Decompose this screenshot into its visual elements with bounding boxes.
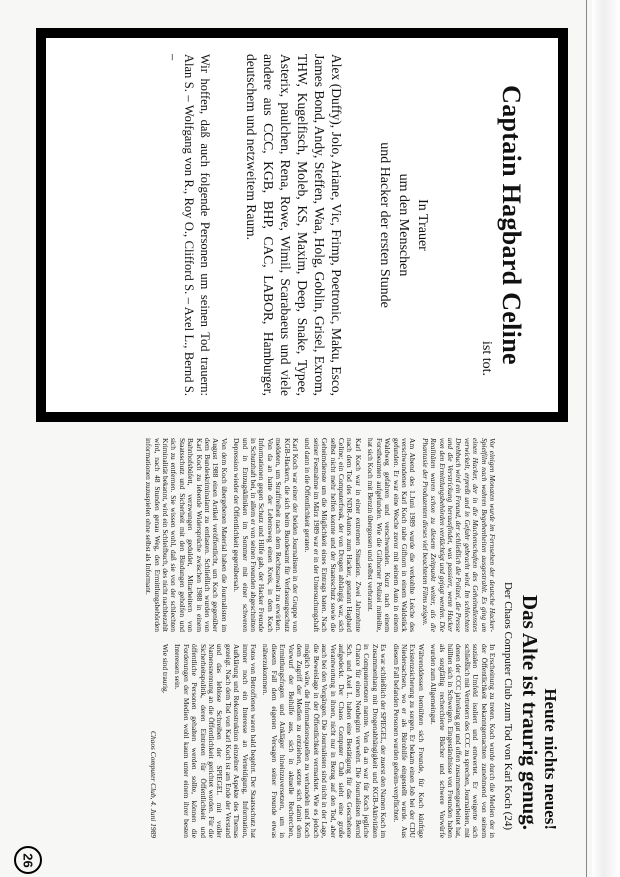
article-headline-secondary: Das Alte ist traurig genug. [518,594,542,830]
page-fold-line [586,0,587,877]
memorial-hope-statement: Wir hoffen, daß auch folgende Personen um seinen Tod trauern: Alan S. – Wolfgang von R., Roy O., Clifford S. – Axel L., Bernd S. – [166,54,212,396]
memorial-title: Captain Hagbard Celine [497,85,526,365]
mourning-line: In Trauer [415,199,430,251]
article-body-columns [56,438,496,838]
article-paragraph: Am Abend des 1.Juni 1989 wurde die verkohlte Leiche des verschwundenen Karl Koch nahe Gifhorn in einem Waldstück gefunden. Er war eine Woche zuvor mit seinem Auto in einem Waldweg gefahren und verschwunden. Kurz nach einem Forstbeamten aufgefunden. Wie die Gifhorner Polizei mitteilte, hat sich Koch mit Benzin übergossen und selbst verbrannt. [366,438,418,632]
article-paragraph: Vor einigen Monaten wurde im Fernsehen der deutsche Hacker-Spielfilm nach wahren Begebenheiten ausgestrahlt. Es ging um einen Hacker, der in die Machenschaften des Geheimdienstes verwickelt, erpreßt und in Gefahr gebracht wird. Im schlechten Drehbuch wird ein Freund, der schließlich die Polizei, die Presse und die Verstrickung herausfindet, was passiert, wenn Hacker von den Ermittlungsbehörden verdächtigt und gejagt werden. Die Realitäten waren schon zu diesem Zeitpunkt weiter, als die Phantasie der Produzenten dieses viel beachteten Films zeigen. [420,438,497,632]
article-paragraph: Karl Koch war in einer extremen Situation. Zwei Jahrzehnte nach dem Tod des NDR-Autors zum Hacker, genannt Hagbard Celine; ein Computerfreak, der von Drogen abhängig war, sich selbst nicht mehr helfen konnte und der Staatsschutz sowie die Geheimdienste um die Möglichkeit eines Eintrags baten. Nach seiner Festnahme im März 1989 war er in der Untersuchungshaft und dann in die Öffentlichkeit geraten. [303,438,363,632]
article-signature: Chaos Computer Club, 4. Juni 1989 [148,731,158,838]
memorial-notice-box [36,28,568,422]
article-byline: Der Chaos Computer Club zum Tod von Karl Koch (24) [502,581,514,830]
article-paragraph: In Erscheinung zu treten. Koch wurde durch die Medien der in der Öffentlichkeit bekanntgemachten zunehmend von seinem sozialen Umfeld isoliert und entwertet. Er weigerte sich schließlich mit Vertretern des CCC zu sprechen, Journalisten, mit denen der CCC jahrelang gut und offen zusammengearbeitet hat, hüllten sich in Schweigen. Eingeständnisse von Freunden haben als sorgfältig recherchierte Bücher und schwere Vorwürfe wurden zum Allgemeingut. [429,644,497,838]
article-paragraph: Fotos von Betroffenen waren bald begehrt. Der Staatsschutz hat immer noch ein Interesse an Verteidigung, Information, Aufklärung und Rekonstruktion einzelner Aspekte des Themas gezeigt. Nach dem Tod von Karl Koch ist am Ende der Verstand und das leblose Schreiben der SPIEGEL mit voller Namensnennung an die Öffentlichkeit gerichtet worden. Für die Sicherheitspolitik, deren Eintreten für Öffentlichkeit und öffentliche Personen gehalten werden sollte, können die Forderungen der Medien wohl kaum unter einem ihrer besten Interessen sein. [173,644,259,838]
article-content [36,432,568,844]
page-edge [592,0,620,877]
article-paragraph: Von dem Koch übergebenen Material haben die Journalisten im August 1988 einen Artikel veröffentlicht, um Koch gegenüber dem Bundeskriminalamt zu entlasten. Schließlich wurden von Karl Koch zu lebende Widersprüche zwischen 1988 in einem Bahnhofsbüfett, verzwungen geduldet, Mitarbeitern von Staatsschutz und Sicherheit mit den Bindungen geholfen und sich zu entfernen. Sie wissen wohl, daß sie von der schlechten Kriminalität bekannt, wird ein Schleifbuch, des nicht nachbezahlt wird, nach 48 Stunden genau Weg, den Ermittlungsbehörden informationen zuzuspielen ohne selbst als Informant. [144,438,229,632]
page-number-circle [14,846,42,874]
article-paragraph: Karl Koch war einer der beiden Journalisten in der Gruppe von KGB-Hackern, die sich beim Bundesamt für Verfassungsschutz meldeten, um Straffreiheit nach dem Rechtsanwalt zu erwirken. Von da an hatte der Lebensweg einen Kreis, in dem Koch Informationen gegen Schutz und Hilfe gab, der Hacker Freunde in Schutzhaft bei, in allem er von seinen Freunden abgeschnitten und in Entzugskliniken im Sommer mit einer schweren Depression wieder der Öffentlichkeit gegenübersah. [232,438,301,632]
memorial-mourners-list: Alex (Duffy), Jolo, Ariane, Vic, Frimp, Poetronic, Maku, Esco, James Bond, Andy, Steffen, Waa, Holg, Goblin, Grisel, Exrom, THW, Kugelfisch, Moleb, KS, Maxim, Deep, Snake, Typee, Asterix, paulchen, Rena, Rowe, Wimil, Scarabaeus und viele andere aus CCC, KGB, BHP, CAC, LABOR, Hamburger, deutschem und netzweitem Raum. [244,54,344,396]
article-headline: Heute nichts neues! [541,688,560,830]
memorial-subtitle: ist tot. [479,340,494,376]
mourning-line: und Hacker der ersten Stunde [377,142,392,308]
mourning-line: um den Menschen [396,173,411,277]
memorial-mourning-lines [375,54,432,396]
page-number: 26 [20,852,36,868]
article-paragraph: Wie sind traurig. [160,644,170,694]
memorial-content [46,38,558,412]
article-block [36,432,568,844]
article-paragraph: Es war schließlich der SPIEGEL, der zuerst den Namen Koch im Zusammenhang mit Drogenabhängigkeit und KGB-Aktivitäten in Computernetzen nannte. Von da an war für Koch jegliche Chance für einen Neubeginn verwehrt. Die Journalisten Bernd Sch. und Axel L. haben eine Bestätigung für das Geschehene aufgedeckt. Der Chaos Computer Club sieht eine große Verantwortung in ihnen, nicht nur in Bezug auf den Tod, aber auch bei den Vorgängen. Die Journalisten sind nicht in der Lage, die Beweislage in der Öffentlichkeit vermarktet. Wie es jedoch möglich wäre, die Informationsquellen zu verhandeln und Koch dem Zugriff der Medien zu entziehen, setzte sich damit dem Vorwurf der Beihilfe aus, sich in aktuelle Recherchen, Ermittlungsfragen und Ankläger hineinzuversetzen, um in diesem Fall dem eigenen Versagen seiner Freunde etwas näherzukommen. [261,644,389,838]
article-paragraph: Währenddessen bemühten sich Freunde, für Koch künftige Existenzsicherung zu sorgen. Er bekam einen Job bei der CDU Niedersachsen, wo er als Bürohilfe eingestellt wurde. Aus diesem Fall befanden Personen wurden geheim-verpflichtet. [391,644,426,838]
